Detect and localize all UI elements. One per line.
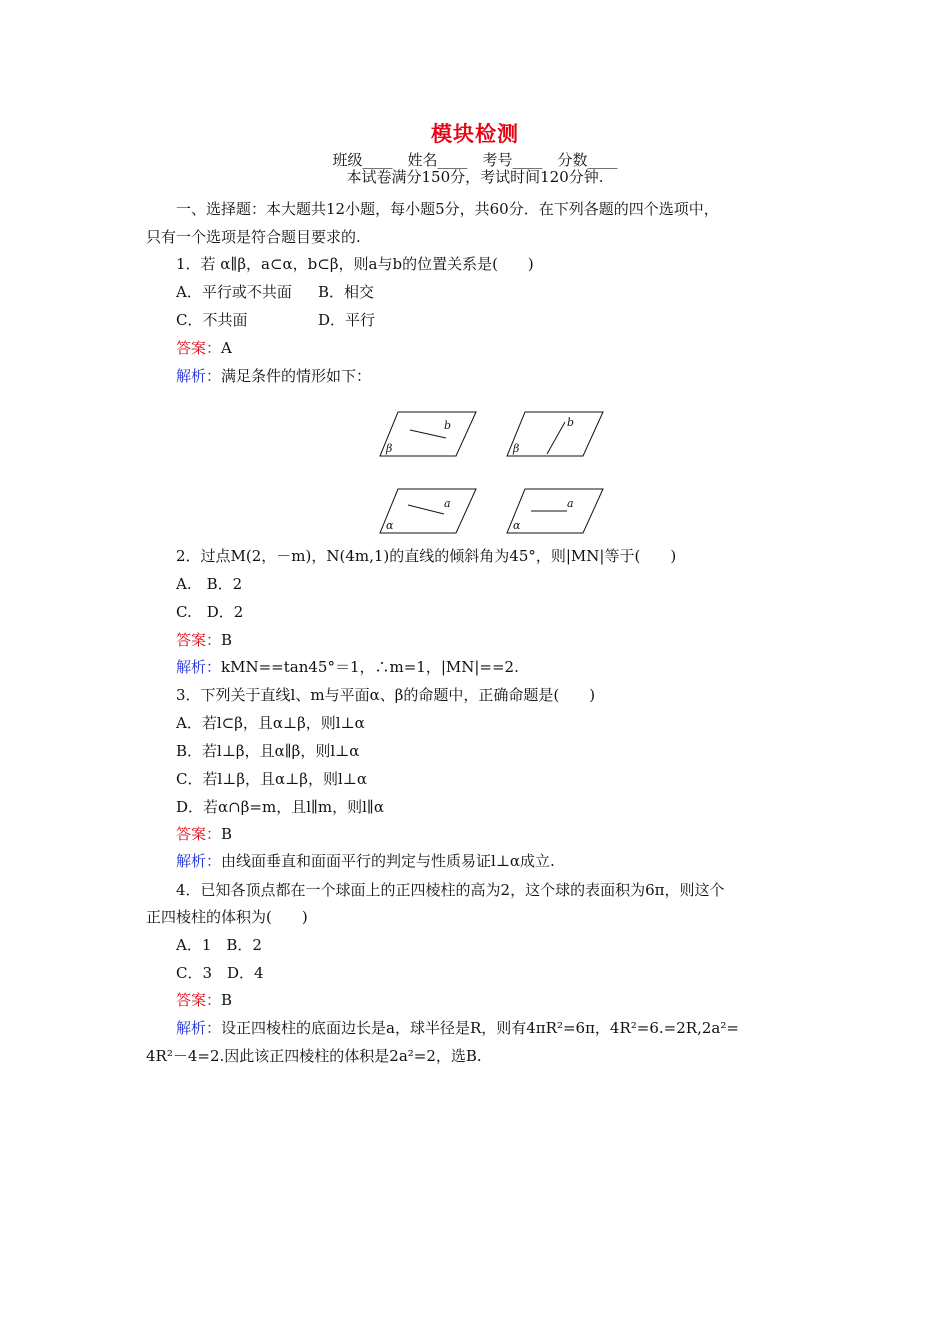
figure-plane-alpha-1	[378, 487, 478, 541]
analysis-label: 解析：	[176, 852, 222, 870]
q2-analysis-text: kMN==tan45°＝1，∴m=1，|MN|==2.	[221, 658, 519, 676]
q4-options-ab: A．1 B．2	[176, 936, 262, 954]
plane-beta-diagram-2	[505, 410, 605, 460]
line-b	[410, 430, 446, 438]
q4-analysis	[176, 1018, 739, 1038]
q3-answer	[176, 824, 232, 844]
q1-analysis	[176, 366, 371, 386]
plane-alpha-diagram-2	[505, 487, 605, 537]
line-b	[547, 422, 565, 454]
q3-stem: 3．下列关于直线l、m与平面α、β的命题中，正确命题是( )	[176, 686, 596, 704]
label-beta: β	[513, 442, 520, 455]
q3-analysis	[176, 851, 555, 871]
answer-label: 答案：	[176, 825, 222, 843]
analysis-label: 解析：	[176, 367, 222, 385]
q1-analysis-text: 满足条件的情形如下：	[221, 367, 372, 385]
q3-option-a: A．若l⊂β，且α⊥β，则l⊥α	[176, 714, 365, 732]
section-heading-cont: 只有一个选项是符合题目要求的.	[146, 228, 361, 246]
q1-stem: 1．若 α∥β，a⊂α，b⊂β，则a与b的位置关系是( )	[176, 255, 534, 273]
q1-option-d: D．平行	[318, 311, 376, 329]
q1-option-a: A．平行或不共面	[176, 283, 292, 301]
q3-answer-value: B	[221, 825, 233, 843]
q2-answer-value: B	[221, 631, 233, 649]
q4-stem-cont: 正四棱柱的体积为( )	[146, 908, 308, 926]
q4-analysis-cont: 4R²－4=2.因此该正四棱柱的体积是2a²=2，选B.	[146, 1047, 482, 1065]
q4-answer	[176, 990, 232, 1010]
q2-options-cd: C. D．2	[176, 603, 244, 621]
label-alpha: α	[386, 519, 394, 532]
q1-option-b: B．相交	[318, 283, 375, 301]
q2-answer	[176, 630, 232, 650]
page-title: 模块检测	[431, 121, 519, 146]
q4-stem: 4．已知各顶点都在一个球面上的正四棱柱的高为2，这个球的表面积为6π，则这个	[176, 881, 725, 899]
q1-option-c: C．不共面	[176, 311, 248, 329]
q1-answer	[176, 338, 232, 358]
figure-plane-beta-2	[505, 410, 605, 464]
label-b: b	[444, 419, 452, 432]
q3-option-c: C．若l⊥β，且α⊥β，则l⊥α	[176, 770, 367, 788]
line-a	[408, 505, 444, 514]
label-a: a	[444, 497, 451, 510]
q2-analysis	[176, 657, 519, 677]
plane-beta-diagram-1	[378, 410, 478, 460]
label-alpha: α	[513, 519, 521, 532]
q2-options-ab: A. B．2	[176, 575, 243, 593]
q2-stem: 2．过点M(2，－m)，N(4m,1)的直线的倾斜角为45°，则|MN|等于( )	[176, 547, 677, 565]
q4-answer-value: B	[221, 991, 233, 1009]
section-heading: 一、选择题：本大题共12小题，每小题5分，共60分．在下列各题的四个选项中，	[176, 200, 719, 218]
label-beta: β	[386, 442, 393, 455]
student-info-line: 班级____ 姓名____ 考号____ 分数____	[332, 151, 618, 169]
analysis-label: 解析：	[176, 1019, 222, 1037]
plane-outline	[507, 412, 603, 456]
answer-label: 答案：	[176, 991, 222, 1009]
label-b: b	[567, 416, 575, 429]
q4-options-cd: C．3 D．4	[176, 964, 264, 982]
figure-plane-beta-1	[378, 410, 478, 464]
exam-note: 本试卷满分150分，考试时间120分钟.	[346, 168, 604, 186]
q3-analysis-text: 由线面垂直和面面平行的判定与性质易证l⊥α成立.	[221, 852, 555, 870]
plane-alpha-diagram-1	[378, 487, 478, 537]
figure-plane-alpha-2	[505, 487, 605, 541]
answer-label: 答案：	[176, 631, 222, 649]
label-a: a	[567, 497, 574, 510]
q1-answer-value: A	[221, 339, 232, 357]
q3-option-b: B．若l⊥β，且α∥β，则l⊥α	[176, 742, 360, 760]
q4-analysis-text: 设正四棱柱的底面边长是a，球半径是R，则有4πR²=6π，4R²=6.=2R,2a²=	[221, 1019, 739, 1037]
q3-option-d: D．若α∩β=m，且l∥m，则l∥α	[176, 798, 384, 816]
analysis-label: 解析：	[176, 658, 222, 676]
answer-label: 答案：	[176, 339, 222, 357]
plane-outline	[380, 489, 476, 533]
